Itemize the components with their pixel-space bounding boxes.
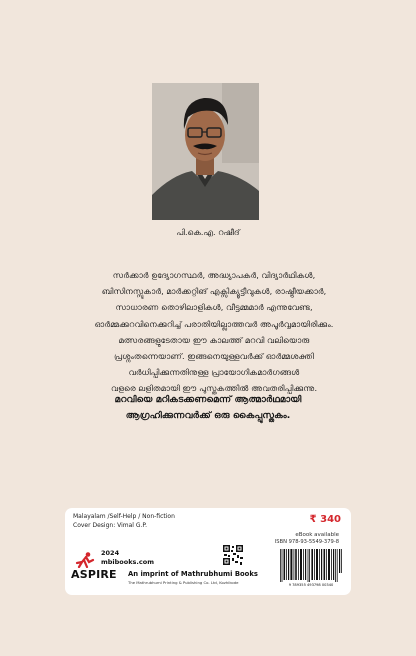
isbn-label: ISBN 978-93-5549-379-8 xyxy=(274,539,339,545)
blurb-line: ഓർമ്മക്കുറവിനെക്കുറിച്ച് പരാതിയില്ലാത്തവർ അപൂർവ്വമായിരിക്കും. xyxy=(94,318,334,329)
blurb-line: പ്രശ്നംതന്നെയാണ്. ഇങ്ങനെയുള്ളവർക്ക് ഓർമ്മശക്തി xyxy=(113,351,315,362)
author-photo xyxy=(152,83,259,220)
price-label: ₹ 340 xyxy=(309,514,341,525)
tagline-line: മറവിയെ മറികടക്കണമെന്ന് ആത്മാർഥമായി xyxy=(114,394,302,405)
blurb-text xyxy=(64,267,364,397)
blurb-line: വളരെ ലളിതമായി ഈ പുസ്തകത്തിൽ അവതരിപ്പിക്കുന്നു. xyxy=(110,383,318,394)
imprint-label: An imprint of Mathrubhumi Books xyxy=(128,570,258,578)
ebook-availability: eBook available xyxy=(295,532,339,538)
tagline xyxy=(60,392,356,424)
qr-code xyxy=(222,544,244,566)
blurb-line: മത്സരങ്ങളുടേതായ ഈ കാലത്ത് മറവി വലിയൊരു xyxy=(118,334,310,345)
running-figure-icon xyxy=(73,552,97,568)
genre-label: Malayalam /Self-Help / Non-fiction xyxy=(73,513,175,520)
website-link[interactable]: mbibooks.com xyxy=(101,558,154,566)
isbn-barcode xyxy=(278,548,344,582)
blurb-line: വർധിപ്പിക്കുന്നതിനുള്ള പ്രായോഗികമാർഗങ്ങൾ xyxy=(128,367,300,378)
publisher-label: The Mathrubhumi Printing & Publishing Co. Ltd, Kozhikode xyxy=(128,580,239,585)
cover-design-credit: Cover Design: Vimal G.P. xyxy=(73,522,148,529)
blurb-line: ബിസിനസ്സുകാർ, മാർക്കറ്റിങ് എക്സിക്യൂട്ടീവുകൾ, രാഷ്ട്രീയക്കാർ, xyxy=(101,286,327,297)
author-name-caption: പി.കെ.എ. റഷീദ് xyxy=(176,228,240,237)
blurb-line: സാധാരണ തൊഴിലാളികൾ, വീട്ടമ്മമാർ എന്നുവേണ്ട, xyxy=(115,302,313,313)
tagline-line: ആഗ്രഹിക്കുന്നവർക്ക് ഒരു കൈപ്പുസ്തകം. xyxy=(125,410,291,421)
blurb-line: സർക്കാർ ഉദ്യോഗസ്ഥർ, അദ്ധ്യാപകർ, വിദ്യാർഥികൾ, xyxy=(112,270,316,280)
publication-year: 2024 xyxy=(101,549,120,557)
info-panel xyxy=(65,508,351,595)
barcode-number: 9 789355 493798 00340 xyxy=(288,583,334,587)
aspire-brand: ASPIRE xyxy=(71,568,117,581)
